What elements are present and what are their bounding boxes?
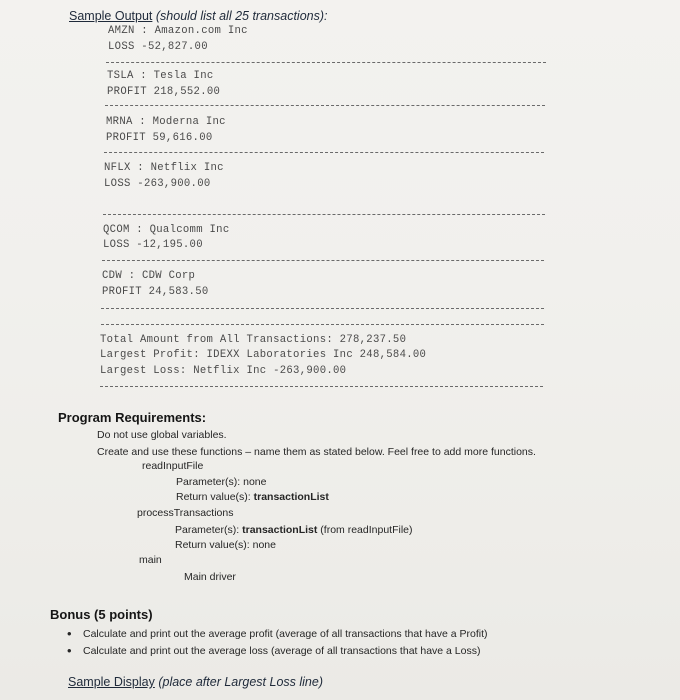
- summary-largest-loss: Largest Loss: Netflix Inc -263,900.00: [100, 365, 347, 377]
- sample-output-heading: [69, 9, 327, 23]
- entry-nflx-symbol: NFLX : Netflix Inc: [104, 162, 224, 174]
- summary-largest-profit: Largest Profit: IDEXX Laboratories Inc 248,584.00: [100, 349, 427, 361]
- function-return-processtransactions: Return value(s): none: [175, 539, 276, 551]
- requirement-functions: Create and use these functions – name them as stated below. Feel free to add more functions.: [97, 446, 536, 458]
- entry-qcom-symbol: QCOM : Qualcomm Inc: [103, 224, 230, 236]
- divider: [100, 386, 543, 387]
- bonus-title: Bonus (5 points): [50, 607, 153, 622]
- entry-qcom-result: LOSS -12,195.00: [103, 239, 203, 251]
- sample-display-heading: [68, 675, 323, 689]
- divider: [101, 308, 544, 309]
- function-params-processtransactions: Parameter(s): transactionList (from readInputFile): [175, 524, 413, 536]
- function-return-readinputfile: Return value(s): transactionList: [176, 491, 329, 503]
- function-name-readinputfile: readInputFile: [142, 460, 204, 472]
- function-name-main: main: [139, 554, 162, 566]
- entry-amzn-result: LOSS -52,827.00: [108, 41, 208, 53]
- requirement-no-globals: Do not use global variables.: [97, 429, 227, 441]
- entry-mrna-result: PROFIT 59,616.00: [106, 132, 213, 144]
- function-name-processtransactions: processTransactions: [137, 507, 234, 519]
- divider: [106, 62, 546, 63]
- entry-tsla-symbol: TSLA : Tesla Inc: [107, 70, 214, 82]
- bonus-item-average-profit: • Calculate and print out the average profit (average of all transactions that have a Profit): [83, 628, 487, 640]
- summary-total: Total Amount from All Transactions: 278,237.50: [100, 334, 407, 346]
- bonus-item-average-loss: • Calculate and print out the average loss (average of all transactions that have a Loss): [83, 645, 480, 657]
- sample-display-link: Sample Display: [68, 675, 155, 689]
- function-desc-main: Main driver: [184, 571, 236, 583]
- entry-cdw-symbol: CDW : CDW Corp: [102, 270, 196, 282]
- sample-display-note: (place after Largest Loss line): [158, 675, 323, 689]
- divider: [101, 324, 544, 325]
- divider: [102, 260, 544, 261]
- entry-mrna-symbol: MRNA : Moderna Inc: [106, 116, 226, 128]
- requirements-title: Program Requirements:: [58, 410, 207, 425]
- divider: [103, 214, 545, 215]
- divider: [105, 105, 545, 106]
- divider: [104, 152, 544, 153]
- entry-amzn-symbol: AMZN : Amazon.com Inc: [108, 25, 248, 37]
- entry-tsla-result: PROFIT 218,552.00: [107, 86, 221, 98]
- sample-output-link: Sample Output: [69, 9, 153, 23]
- sample-output-note: (should list all 25 transactions):: [155, 9, 328, 23]
- entry-cdw-result: PROFIT 24,583.50: [102, 286, 209, 298]
- entry-nflx-result: LOSS -263,900.00: [104, 178, 211, 190]
- function-params-readinputfile: Parameter(s): none: [176, 476, 267, 488]
